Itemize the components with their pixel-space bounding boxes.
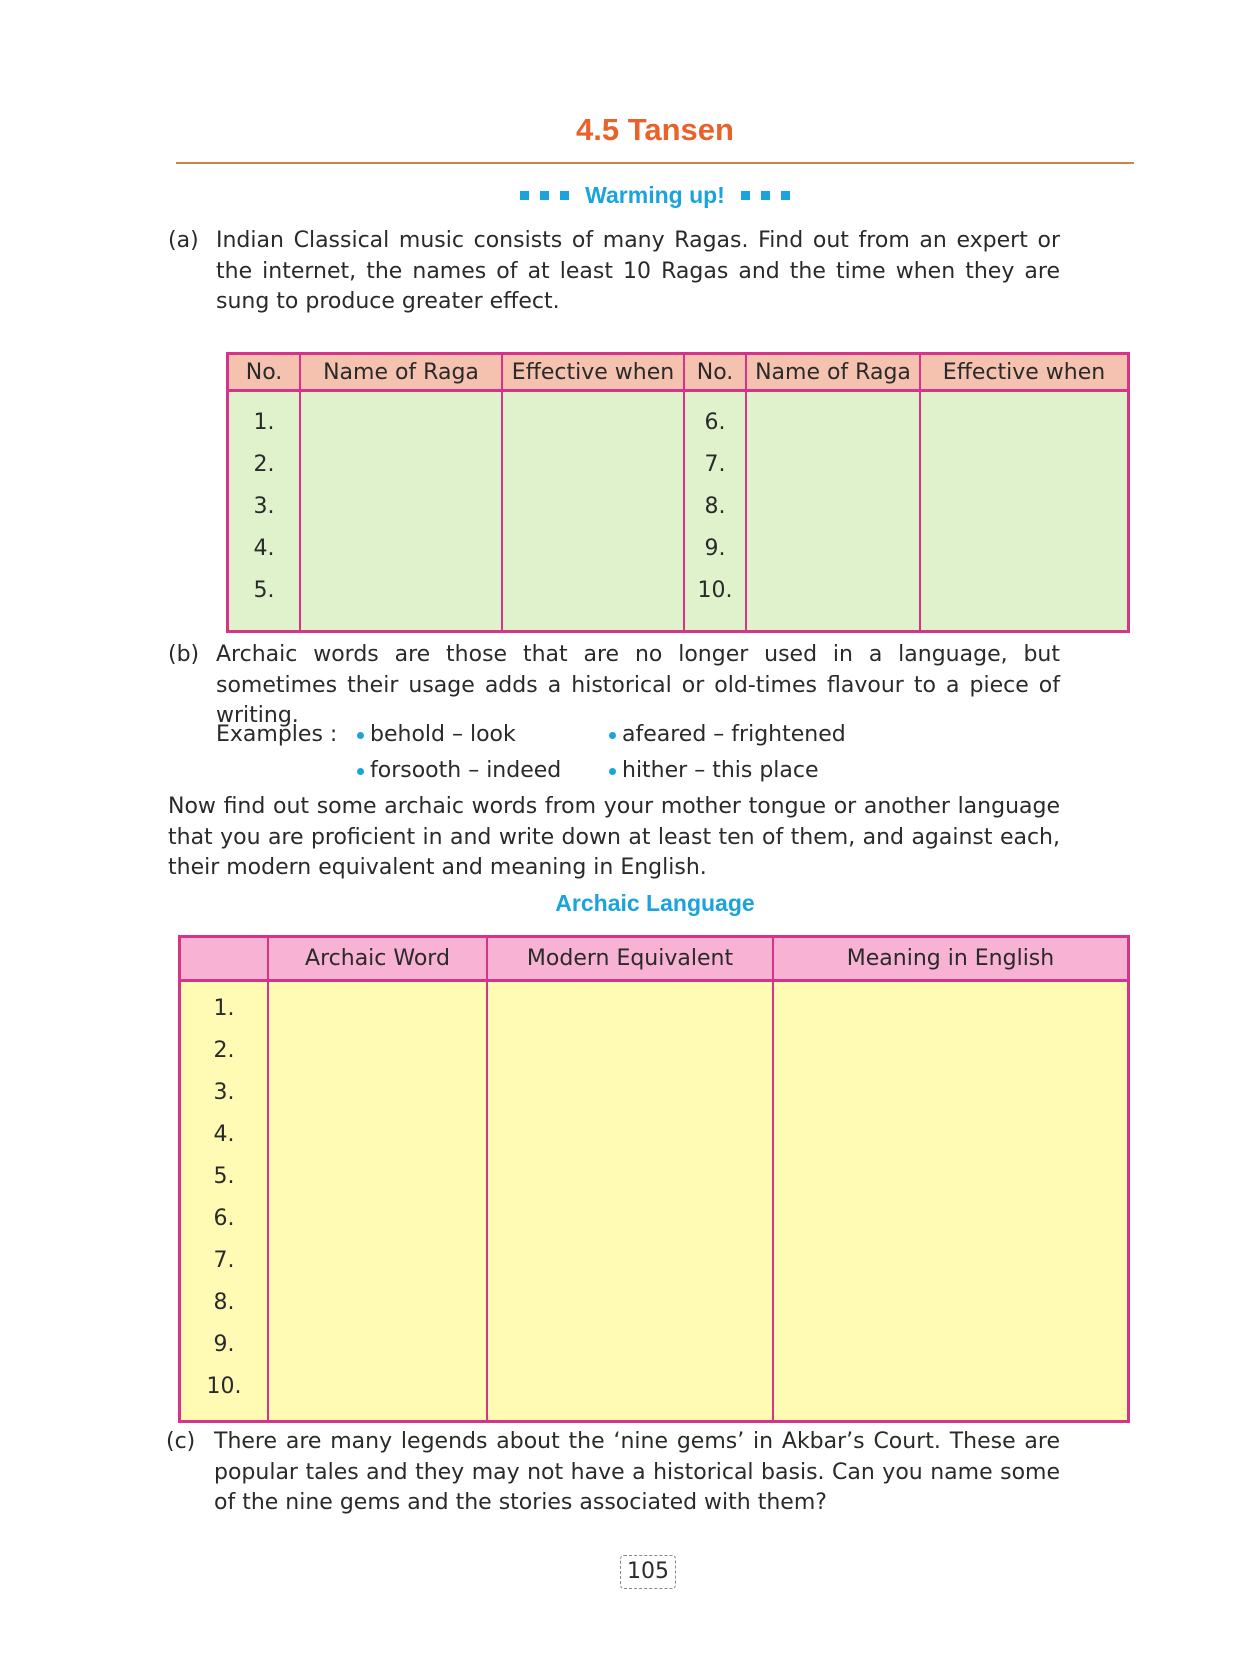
effective-when-cell[interactable] xyxy=(920,391,1129,632)
header-raga-name: Name of Raga xyxy=(746,354,920,391)
part-b-instruction-text: Now find out some archaic words from your mother tongue or another language that you are proficient in and write down at least ten of them, and against each, their modern equivalent and meaning in English. xyxy=(168,794,1060,880)
raga-name-cell[interactable] xyxy=(746,391,920,632)
archaic-table-header-row xyxy=(180,937,1129,981)
raga-name-cell[interactable] xyxy=(300,391,502,632)
row-number: 5. xyxy=(253,578,275,603)
row-number: 4. xyxy=(213,1122,235,1147)
examples-label: Examples : xyxy=(216,722,338,747)
header-effective-when: Effective when xyxy=(502,354,684,391)
part-c-text: There are many legends about the ‘nine gems’ in Akbar’s Court. These are popular tales and they may not have a historical basis. Can you name some of the nine gems and the stories associated with them? xyxy=(214,1429,1060,1515)
warming-up-heading xyxy=(176,182,1134,209)
meaning-english-cell[interactable] xyxy=(773,981,1129,1422)
raga-table-header-row xyxy=(228,354,1129,391)
row-number: 1. xyxy=(253,410,275,435)
part-b-text: Archaic words are those that are no longer used in a language, but sometimes their usage adds a historical or old-times flavour to a piece of writing. xyxy=(216,642,1060,728)
part-a-label: (a) xyxy=(168,228,199,253)
row-number: 9. xyxy=(704,536,726,561)
row-number: 8. xyxy=(213,1290,235,1315)
row-number: 7. xyxy=(213,1248,235,1273)
part-a-text: Indian Classical music consists of many Ragas. Find out from an expert or the internet, the names of at least 10 Ragas and the time when they are sung to produce greater effect. xyxy=(216,228,1060,314)
warming-up-label: Warming up! xyxy=(585,182,725,208)
square-bullets-icon xyxy=(520,191,569,200)
header-no: No. xyxy=(684,354,746,391)
raga-numbers-left xyxy=(228,391,301,632)
part-a xyxy=(168,226,1060,321)
header-archaic-word: Archaic Word xyxy=(268,937,487,981)
example-item: behold – look xyxy=(357,722,516,747)
bullet-icon xyxy=(357,732,364,739)
header-raga-name: Name of Raga xyxy=(300,354,502,391)
square-bullets-icon xyxy=(741,191,790,200)
raga-table-body-row xyxy=(228,391,1129,632)
archaic-word-cell[interactable] xyxy=(268,981,487,1422)
row-number: 3. xyxy=(253,494,275,519)
row-number: 10. xyxy=(206,1374,242,1399)
header-meaning-english: Meaning in English xyxy=(773,937,1129,981)
archaic-table xyxy=(178,935,1130,1423)
part-c-label: (c) xyxy=(166,1429,196,1454)
archaic-table-body-row xyxy=(180,981,1129,1422)
row-number: 7. xyxy=(704,452,726,477)
bullet-icon xyxy=(357,768,364,775)
row-number: 4. xyxy=(253,536,275,561)
example-item: hither – this place xyxy=(609,758,819,783)
part-b-label: (b) xyxy=(168,642,200,667)
part-b xyxy=(168,640,1060,728)
row-number: 6. xyxy=(213,1206,235,1231)
row-number: 9. xyxy=(213,1332,235,1357)
part-c xyxy=(166,1427,1060,1522)
row-number: 10. xyxy=(697,578,733,603)
header-blank xyxy=(180,937,269,981)
page-title: 4.5 Tansen xyxy=(576,112,734,147)
header-effective-when: Effective when xyxy=(920,354,1129,391)
row-number: 8. xyxy=(704,494,726,519)
row-number: 3. xyxy=(213,1080,235,1105)
example-item: afeared – frightened xyxy=(609,722,846,747)
effective-when-cell[interactable] xyxy=(502,391,684,632)
archaic-numbers xyxy=(180,981,269,1422)
row-number: 5. xyxy=(213,1164,235,1189)
row-number: 1. xyxy=(213,996,235,1021)
row-number: 2. xyxy=(213,1038,235,1063)
bullet-icon xyxy=(609,768,616,775)
row-number: 2. xyxy=(253,452,275,477)
page-number: 105 xyxy=(620,1555,676,1589)
title-rule xyxy=(176,162,1134,164)
part-b-instruction xyxy=(168,792,1060,887)
raga-table xyxy=(226,352,1130,633)
bullet-icon xyxy=(609,732,616,739)
header-no: No. xyxy=(228,354,301,391)
row-number: 6. xyxy=(704,410,726,435)
archaic-language-heading: Archaic Language xyxy=(555,890,755,916)
header-modern-equivalent: Modern Equivalent xyxy=(487,937,773,981)
raga-numbers-right xyxy=(684,391,746,632)
example-item: forsooth – indeed xyxy=(357,758,561,783)
modern-equivalent-cell[interactable] xyxy=(487,981,773,1422)
